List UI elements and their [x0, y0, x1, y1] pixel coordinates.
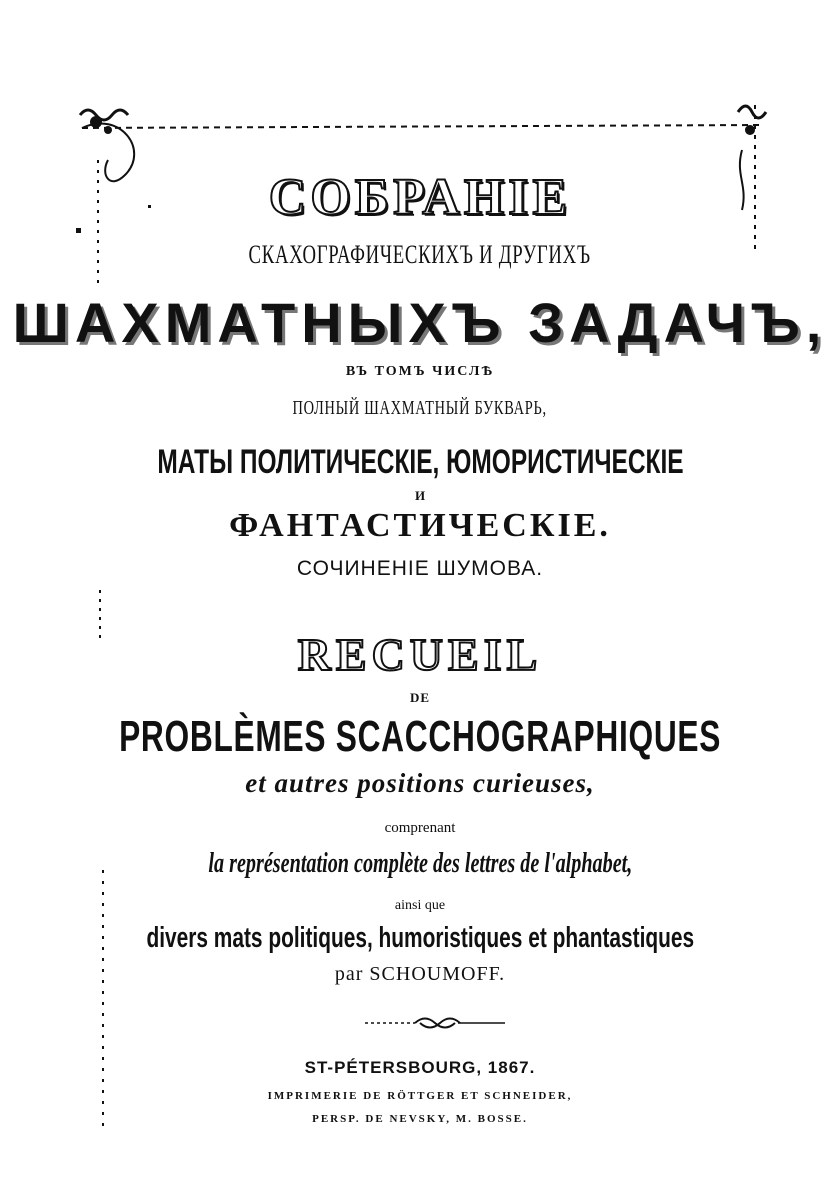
- french-ainsi: ainsi que: [394, 898, 446, 913]
- russian-subtitle-line1: СКАХОГРАФИЧЕСКИХЪ И ДРУГИХЪ: [248, 240, 592, 269]
- russian-author: СОЧИНЕНІЕ ШУМОВА.: [296, 557, 544, 580]
- russian-primer: ПОЛНЫЙ ШАХМАТНЫЙ БУКВАРЬ,: [292, 397, 548, 419]
- french-de: DE: [409, 690, 431, 705]
- french-autres: et autres positions curieuses,: [245, 768, 595, 798]
- floral-rule-ornament-icon: [360, 1016, 510, 1030]
- french-representation: la représentation complète des lettres de l'alphabet,: [208, 848, 632, 879]
- french-comprenant: comprenant: [384, 820, 456, 836]
- russian-fantastic: ФАНТАСТИЧЕСКІЕ.: [229, 507, 611, 544]
- french-par: par SCHOUMOFF.: [334, 963, 506, 985]
- russian-subtitle-line2: ШАХМАТНЫХЪ ЗАДАЧЪ,: [12, 291, 828, 354]
- french-recueil: RECUEIL: [297, 629, 543, 680]
- russian-mats: МАТЫ ПОЛИТИЧЕСКІЕ, ЮМОРИСТИЧЕСКІЕ: [156, 443, 684, 481]
- imprint-city: ST-PÉTERSBOURG, 1867.: [304, 1058, 536, 1077]
- imprint-press: IMPRIMERIE DE RÖTTGER ET SCHNEIDER,: [267, 1090, 573, 1102]
- imprint-address: PERSP. DE NEVSKY, M. BOSSE.: [312, 1113, 528, 1125]
- french-divers: divers mats politiques, humoristiques et phantastiques: [146, 922, 694, 954]
- russian-including: ВЪ ТОМЪ ЧИСЛѢ: [345, 364, 495, 379]
- french-problemes: PROBLÈMES SCACCHOGRAPHIQUES: [118, 712, 722, 761]
- russian-title: СОБРАНІЕ: [268, 169, 572, 226]
- russian-and: И: [414, 488, 426, 503]
